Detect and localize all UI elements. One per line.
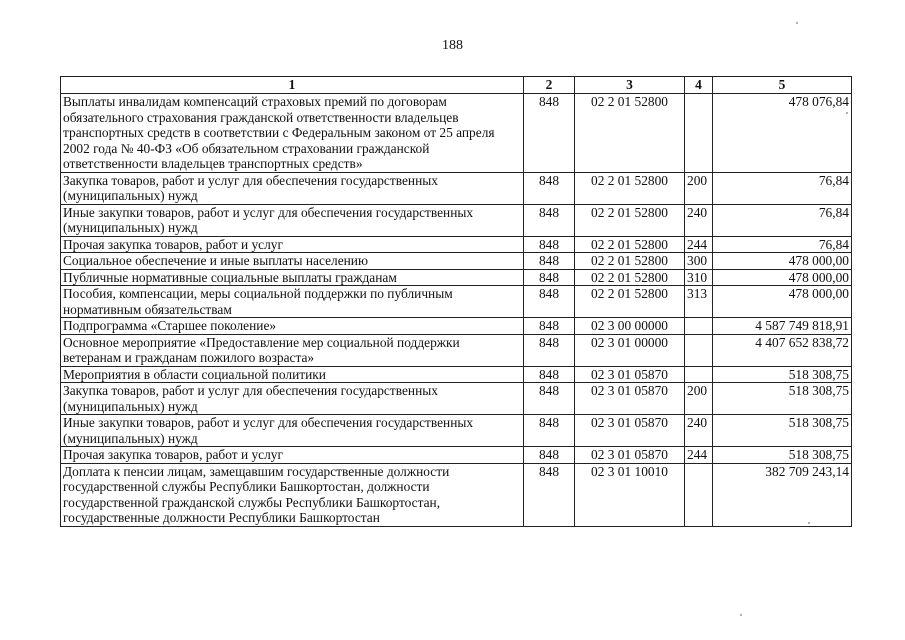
table-row (61, 318, 852, 335)
row-amount: 76,84 (713, 172, 852, 204)
table-row (61, 253, 852, 270)
row-amount: 478 000,00 (713, 286, 852, 318)
row-csr: 02 3 00 00000 (575, 318, 685, 335)
header-col-4: 4 (685, 77, 713, 94)
header-col-5: 5 (713, 77, 852, 94)
row-csr: 02 2 01 52800 (575, 172, 685, 204)
row-csr: 02 3 01 05870 (575, 415, 685, 447)
row-name: Подпрограмма «Старшее поколение» (61, 318, 524, 335)
row-amount: 518 308,75 (713, 366, 852, 383)
row-csr: 02 3 01 05870 (575, 447, 685, 464)
row-vr: 200 (685, 172, 713, 204)
table-row (61, 286, 852, 318)
row-code: 848 (524, 447, 575, 464)
row-name: Мероприятия в области социальной политики (61, 366, 524, 383)
row-code: 848 (524, 415, 575, 447)
row-name: Закупка товаров, работ и услуг для обеспечения государственных (муниципальных) нужд (61, 172, 524, 204)
row-code: 848 (524, 366, 575, 383)
row-code: 848 (524, 383, 575, 415)
row-csr: 02 3 01 05870 (575, 366, 685, 383)
row-amount: 518 308,75 (713, 383, 852, 415)
row-csr: 02 2 01 52800 (575, 94, 685, 173)
row-code: 848 (524, 318, 575, 335)
row-vr: 300 (685, 253, 713, 270)
row-name: Прочая закупка товаров, работ и услуг (61, 236, 524, 253)
scan-speck (808, 522, 810, 524)
row-name: Доплата к пенсии лицам, замещавшим государственные должности государственной службы Республики Башкортостан, должности государственной гражданской службы Республики Башкортостан, государственные должности Республики Башкортостан (61, 463, 524, 526)
row-vr (685, 318, 713, 335)
row-csr: 02 3 01 00000 (575, 334, 685, 366)
row-amount: 518 308,75 (713, 447, 852, 464)
row-vr: 200 (685, 383, 713, 415)
row-code: 848 (524, 269, 575, 286)
row-vr: 310 (685, 269, 713, 286)
row-csr: 02 3 01 10010 (575, 463, 685, 526)
row-amount: 4 407 652 838,72 (713, 334, 852, 366)
row-code: 848 (524, 172, 575, 204)
table-row (61, 172, 852, 204)
row-vr (685, 94, 713, 173)
row-name: Иные закупки товаров, работ и услуг для обеспечения государственных (муниципальных) нужд (61, 204, 524, 236)
scan-speck (846, 112, 848, 114)
table-row (61, 334, 852, 366)
table-row (61, 383, 852, 415)
row-name: Публичные нормативные социальные выплаты гражданам (61, 269, 524, 286)
row-code: 848 (524, 204, 575, 236)
row-vr (685, 334, 713, 366)
header-row (61, 77, 852, 94)
row-amount: 478 000,00 (713, 253, 852, 270)
table-row (61, 94, 852, 173)
row-name: Прочая закупка товаров, работ и услуг (61, 447, 524, 464)
header-col-2: 2 (524, 77, 575, 94)
row-vr: 244 (685, 236, 713, 253)
row-name: Закупка товаров, работ и услуг для обеспечения государственных (муниципальных) нужд (61, 383, 524, 415)
row-vr: 244 (685, 447, 713, 464)
row-code: 848 (524, 463, 575, 526)
row-name: Социальное обеспечение и иные выплаты населению (61, 253, 524, 270)
row-amount: 382 709 243,14 (713, 463, 852, 526)
row-csr: 02 2 01 52800 (575, 253, 685, 270)
header-col-1: 1 (61, 77, 524, 94)
row-name: Выплаты инвалидам компенсаций страховых премий по договорам обязательного страхования гражданской ответственности владельцев транспортных средств в соответствии с Федеральным законом от 25 апреля 2002 года № 40-ФЗ «Об обязательном страховании гражданской ответственности владельцев транспортных средств» (61, 94, 524, 173)
table-row (61, 366, 852, 383)
page-number: 188 (442, 38, 463, 53)
row-code: 848 (524, 236, 575, 253)
row-csr: 02 2 01 52800 (575, 286, 685, 318)
row-vr: 313 (685, 286, 713, 318)
table-row (61, 269, 852, 286)
row-code: 848 (524, 253, 575, 270)
row-csr: 02 2 01 52800 (575, 269, 685, 286)
table-row (61, 415, 852, 447)
scan-speck (740, 614, 742, 616)
row-name: Иные закупки товаров, работ и услуг для обеспечения государственных (муниципальных) нужд (61, 415, 524, 447)
row-name: Пособия, компенсации, меры социальной поддержки по публичным нормативным обязательствам (61, 286, 524, 318)
row-amount: 76,84 (713, 236, 852, 253)
row-amount: 76,84 (713, 204, 852, 236)
row-amount: 4 587 749 818,91 (713, 318, 852, 335)
table-row (61, 204, 852, 236)
row-csr: 02 3 01 05870 (575, 383, 685, 415)
row-amount: 518 308,75 (713, 415, 852, 447)
row-vr: 240 (685, 204, 713, 236)
budget-table (60, 76, 852, 527)
row-vr: 240 (685, 415, 713, 447)
table-row (61, 463, 852, 526)
row-name: Основное мероприятие «Предоставление мер социальной поддержки ветеранам и гражданам пожилого возраста» (61, 334, 524, 366)
table-row (61, 236, 852, 253)
row-vr (685, 366, 713, 383)
row-code: 848 (524, 94, 575, 173)
row-amount: 478 076,84 (713, 94, 852, 173)
row-amount: 478 000,00 (713, 269, 852, 286)
row-code: 848 (524, 286, 575, 318)
table-row (61, 447, 852, 464)
row-csr: 02 2 01 52800 (575, 236, 685, 253)
header-col-3: 3 (575, 77, 685, 94)
row-vr (685, 463, 713, 526)
row-code: 848 (524, 334, 575, 366)
scan-speck (796, 22, 798, 24)
row-csr: 02 2 01 52800 (575, 204, 685, 236)
